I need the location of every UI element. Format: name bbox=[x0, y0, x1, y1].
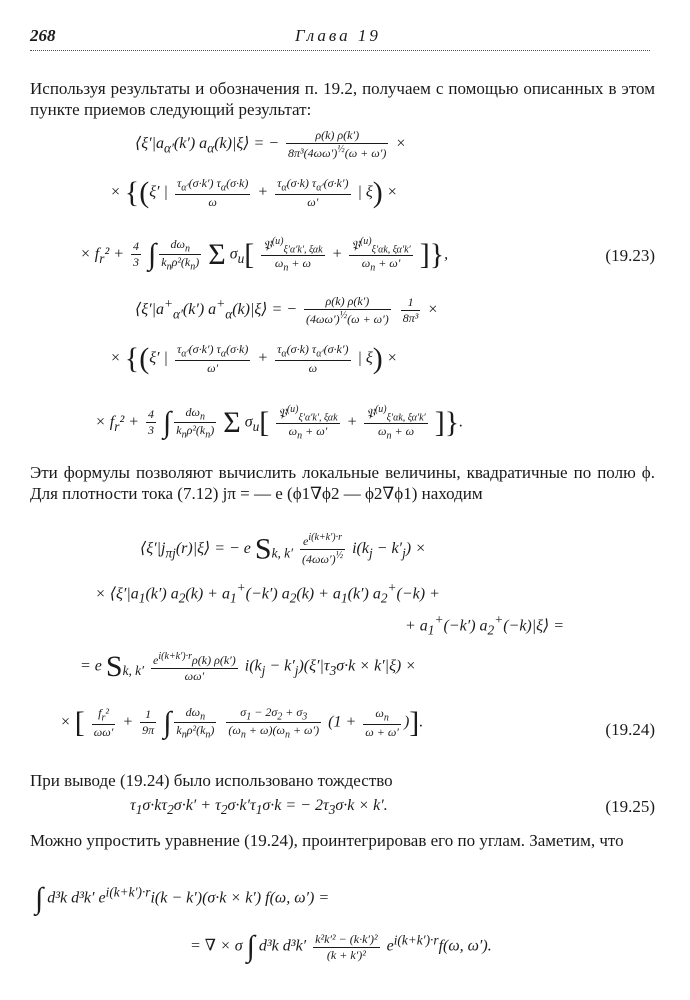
equation-19-25: $\tau_1\sigma\cdot k\tau_2\sigma\cdot k' + \tau_2\sigma\cdot k'\tau_1\sigma\cdot k$ = − $2\tau_3\sigma\cdot k \times k'$. bbox=[130, 797, 388, 818]
equation-19-23b-line-1: $⟨\xi'|a^+_{\alpha'}(k')$ $a^+_\alpha(k)|\xi⟩$ = − $\frac{\rho(k) \rho(k')}{(4\omega\omega')^{\frac{1}{2}}(\omega + \omega')}$ $\frac{1}{\text{8π³}}$ × bbox=[135, 294, 439, 326]
intro-paragraph: Используя результаты и обозначения п. 19.2, получаем с помощью описанных в этом пункте приемов следующий результат: bbox=[30, 79, 655, 119]
derivation-paragraph: При выводе (19.24) было использовано тождество bbox=[30, 771, 393, 790]
final-equation-line-1: ∫ d³k d³k′ $e^{i(k+k')\cdot r}i(k - k')(\sigma\cdot k \times k')$ f(ω, ω′) = bbox=[35, 882, 330, 915]
equation-19-24-line-5: × [ $\frac{f_r^2}{\omega\omega'}$ + $\frac{1}{9\pi}$ ∫ $\frac{d\omega_n}{k_n\rho^2(k_n)}$ $\frac{\sigma_1 - 2\sigma_2 + \sigma_3}{(\omega_n + \omega)(\omega_n + \omega')}$ (1 + $\frac{\omega_n}{\omega + \omega'}$ )]. bbox=[60, 705, 424, 741]
running-head: Глава 19 bbox=[295, 26, 381, 45]
equation-19-23b-line-3: × $f_r^2$ + $\frac{4}{3}$ ∫ $\frac{d\omega_n}{k_n\rho^2(k_n)}$ Σ $\sigma_u$[ $\frac{𝔓^{(u)}_{\xi'\alpha'k', \xi\alpha k}}{\omega_n + \omega'}$ + $\frac{𝔓^{(u)}_{\xi'\alpha k, \xi\alpha'k'}}{\omega_n + \omega}$ ]}. bbox=[95, 404, 464, 442]
equation-19-24-line-3: + $a_1^+(-k')$ $a_2^+(-k)|\xi⟩$ = bbox=[405, 612, 565, 638]
simplify-paragraph: Можно упростить уравнение (19.24), проинтегрировав его по углам. Заметим, что bbox=[30, 831, 624, 850]
final-equation-line-2: = ∇ × σ ∫ d³k d³k′ $\frac{\text{k²k′² − (k·k′)²}}{\text{(k + k′)²}}$ $e^{i(k+k')\cdot r}f(\omega$, ω′). bbox=[190, 930, 492, 963]
equation-19-23-line-2: × {(ξ′ | $\frac{\tau_{\alpha'}(\sigma\cdot k') \tau_\alpha(\sigma\cdot k)}{\omega}$ + $\frac{\tau_\alpha(\sigma\cdot k) \tau_{\alpha'}(\sigma\cdot k')}{\omega'}$ | ξ) × bbox=[110, 176, 398, 209]
equation-number-19-23: (19.23) bbox=[605, 246, 655, 265]
equation-number-19-25: (19.25) bbox=[605, 797, 655, 816]
equation-19-24-line-2: × $⟨\xi'|a_1(k') a_2(k) + a_1^+(-k') a_2(k) + a_1(k') a_2^+(-k)$ + bbox=[95, 580, 440, 606]
page-number: 268 bbox=[30, 26, 56, 45]
equation-19-24-line-1: $⟨\xi'|j_{\pi j}(r)|\xi⟩$ = − e $S_{k, k'}$ $\frac{e^{i(k+k')\cdot r}}{(4\omega\omega')^{\frac{1}{2}}}$ $i(k_j - k'_j)$ × bbox=[140, 532, 426, 566]
equation-19-23-line-3: × $f_r^2$ + $\frac{4}{3}$ ∫ $\frac{d\omega_n}{k_n\rho^2(k_n)}$ Σ $\sigma_u$[ $\frac{𝔓^{(u)}_{\xi'\alpha'k', \xi\alpha k}}{\omega_n + \omega}$ + $\frac{𝔓^{(u)}_{\xi'\alpha k, \xi\alpha'k'}}{\omega_n + \omega'}$ ]}, bbox=[80, 236, 449, 274]
equation-19-23b-line-2: × {(ξ′ | $\frac{\tau_{\alpha'}(\sigma\cdot k') \tau_\alpha(\sigma\cdot k)}{\omega'}$ + $\frac{\tau_\alpha(\sigma\cdot k) \tau_{\alpha'}(\sigma\cdot k')}{\omega}$ | ξ) × bbox=[110, 342, 398, 375]
page-header bbox=[30, 24, 650, 51]
equation-number-19-24: (19.24) bbox=[605, 720, 655, 739]
formulas-paragraph: Эти формулы позволяют вычислить локальные величины, квадратичные по полю ϕ. Для плотности тока (7.12) jπ = — e (ϕ1∇ϕ2 — ϕ2∇ϕ1) находим bbox=[30, 463, 655, 503]
equation-19-23-line-1: $⟨\xi'|a_{\alpha'}(k')$ $a_\alpha(k)|\xi⟩$ = − $\frac{\rho(k) \rho(k')}{8\pi^3(4\omega\omega')^{\frac{1}{2}}(\omega + \omega')}$ × bbox=[135, 128, 407, 160]
equation-19-24-line-4: = e $S_{k, k'}$ $\frac{e^{i(k+k')\cdot r}\rho(k) \rho(k')}{\omega\omega'}$ $i(k_j - k'_j)(\xi'|\tau_3\sigma\cdot k \times k'|\xi)$ × bbox=[80, 650, 417, 683]
